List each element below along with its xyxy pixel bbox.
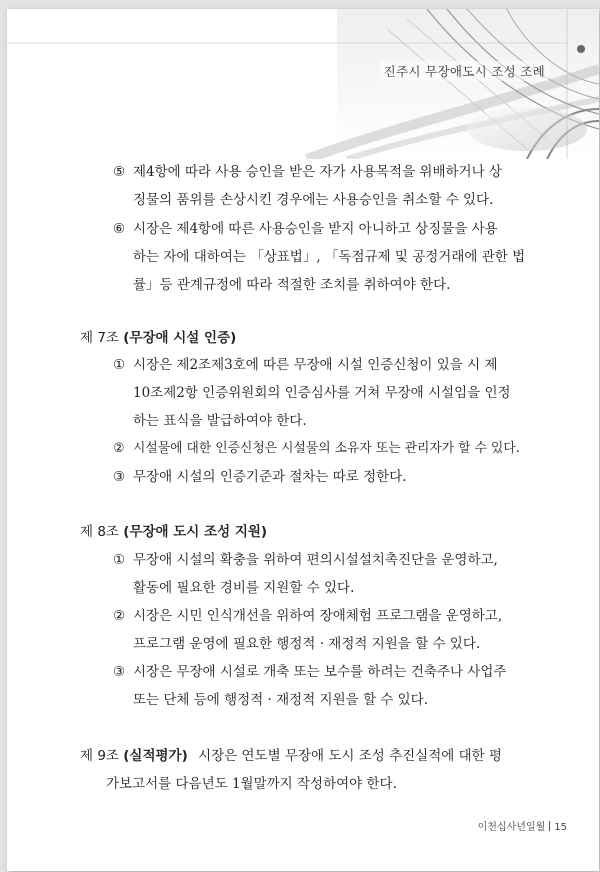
article-7-heading xyxy=(80,324,236,352)
article-7-clause-2 xyxy=(113,435,520,463)
clause-text: 제4항에 따라 사용 승인을 받은 자가 사용목적을 위배하거나 상 xyxy=(133,164,502,180)
clause-text: 시설물에 대한 인증신청은 시설물의 소유자 또는 관리자가 할 수 있다. xyxy=(133,441,520,456)
footer-separator xyxy=(549,821,550,831)
header-title: 진주시 무장애도시 조성 조례 xyxy=(380,61,549,81)
page-number: 15 xyxy=(554,822,567,833)
article-number: 제 9조 xyxy=(80,748,119,764)
clause-text: 프로그램 운영에 필요한 행정적 · 재정적 지원을 할 수 있다. xyxy=(133,636,481,652)
clause-5 xyxy=(113,158,502,214)
document-page xyxy=(7,9,599,871)
article-8-clause-1 xyxy=(113,546,498,602)
clause-6 xyxy=(113,215,525,299)
clause-text: 시장은 무장애 시설로 개축 또는 보수를 하려는 건축주나 사업주 xyxy=(133,664,507,680)
clause-text: 무장애 시설의 확충을 위하여 편의시설설치촉진단을 운영하고, xyxy=(133,552,498,568)
article-8-clause-3 xyxy=(113,658,506,714)
corner-dot xyxy=(577,45,585,53)
clause-number: ⑤ xyxy=(113,164,126,180)
clause-number: ① xyxy=(113,357,126,373)
clause-number: ① xyxy=(113,552,126,568)
clause-text: 시장은 시민 인식개선을 위하여 장애체험 프로그램을 운영하고, xyxy=(133,608,503,624)
article-8-clause-2 xyxy=(113,602,502,658)
article-text: 시장은 연도별 무장애 도시 조성 추진실적에 대한 평 xyxy=(198,748,502,764)
clause-text: 10조제2항 인증위원회의 인증심사를 거쳐 무장애 시설임을 인정 xyxy=(133,385,511,401)
article-title: (무장애 시설 인증) xyxy=(123,330,237,346)
clause-number: ② xyxy=(113,608,126,624)
clause-text: 활동에 필요한 경비를 지원할 수 있다. xyxy=(133,580,355,596)
article-8-heading xyxy=(80,518,267,546)
clause-text: 징물의 품위를 손상시킨 경우에는 사용승인을 취소할 수 있다. xyxy=(133,192,494,208)
article-text: 가보고서를 다음년도 1월말까지 작성하여야 한다. xyxy=(106,776,397,792)
clause-text: 률」등 관계규정에 따라 적절한 조치를 취하여야 한다. xyxy=(133,277,451,293)
clause-text: 하는 표식을 발급하여야 한다. xyxy=(133,413,307,429)
article-number: 제 7조 xyxy=(80,330,119,346)
clause-number: ③ xyxy=(113,469,126,485)
article-title: (실적평가) xyxy=(123,748,188,764)
article-9-continuation xyxy=(106,770,397,798)
clause-number: ② xyxy=(113,441,125,456)
clause-text: 또는 단체 등에 행정적 · 재정적 지원을 할 수 있다. xyxy=(133,692,428,708)
clause-number: ⑥ xyxy=(113,221,126,237)
article-7-clause-1 xyxy=(113,351,511,435)
article-9-heading xyxy=(80,742,502,770)
article-7-clause-3 xyxy=(113,463,407,491)
clause-text: 시장은 제2조제3호에 따른 무장애 시설 인증신청이 있을 시 제 xyxy=(133,357,498,373)
article-number: 제 8조 xyxy=(80,524,119,540)
clause-number: ③ xyxy=(113,664,126,680)
page-footer xyxy=(478,818,567,833)
clause-text: 무장애 시설의 인증기준과 절차는 따로 정한다. xyxy=(133,469,407,485)
article-title: (무장애 도시 조성 지원) xyxy=(123,524,268,540)
footer-label: 이천십사년일월 xyxy=(477,822,546,833)
header-decoration xyxy=(7,9,599,159)
clause-text: 하는 자에 대하여는 「상표법」, 「독점규제 및 공정거래에 관한 법 xyxy=(133,249,526,265)
clause-text: 시장은 제4항에 따른 사용승인을 받지 아니하고 상징물을 사용 xyxy=(133,221,498,237)
